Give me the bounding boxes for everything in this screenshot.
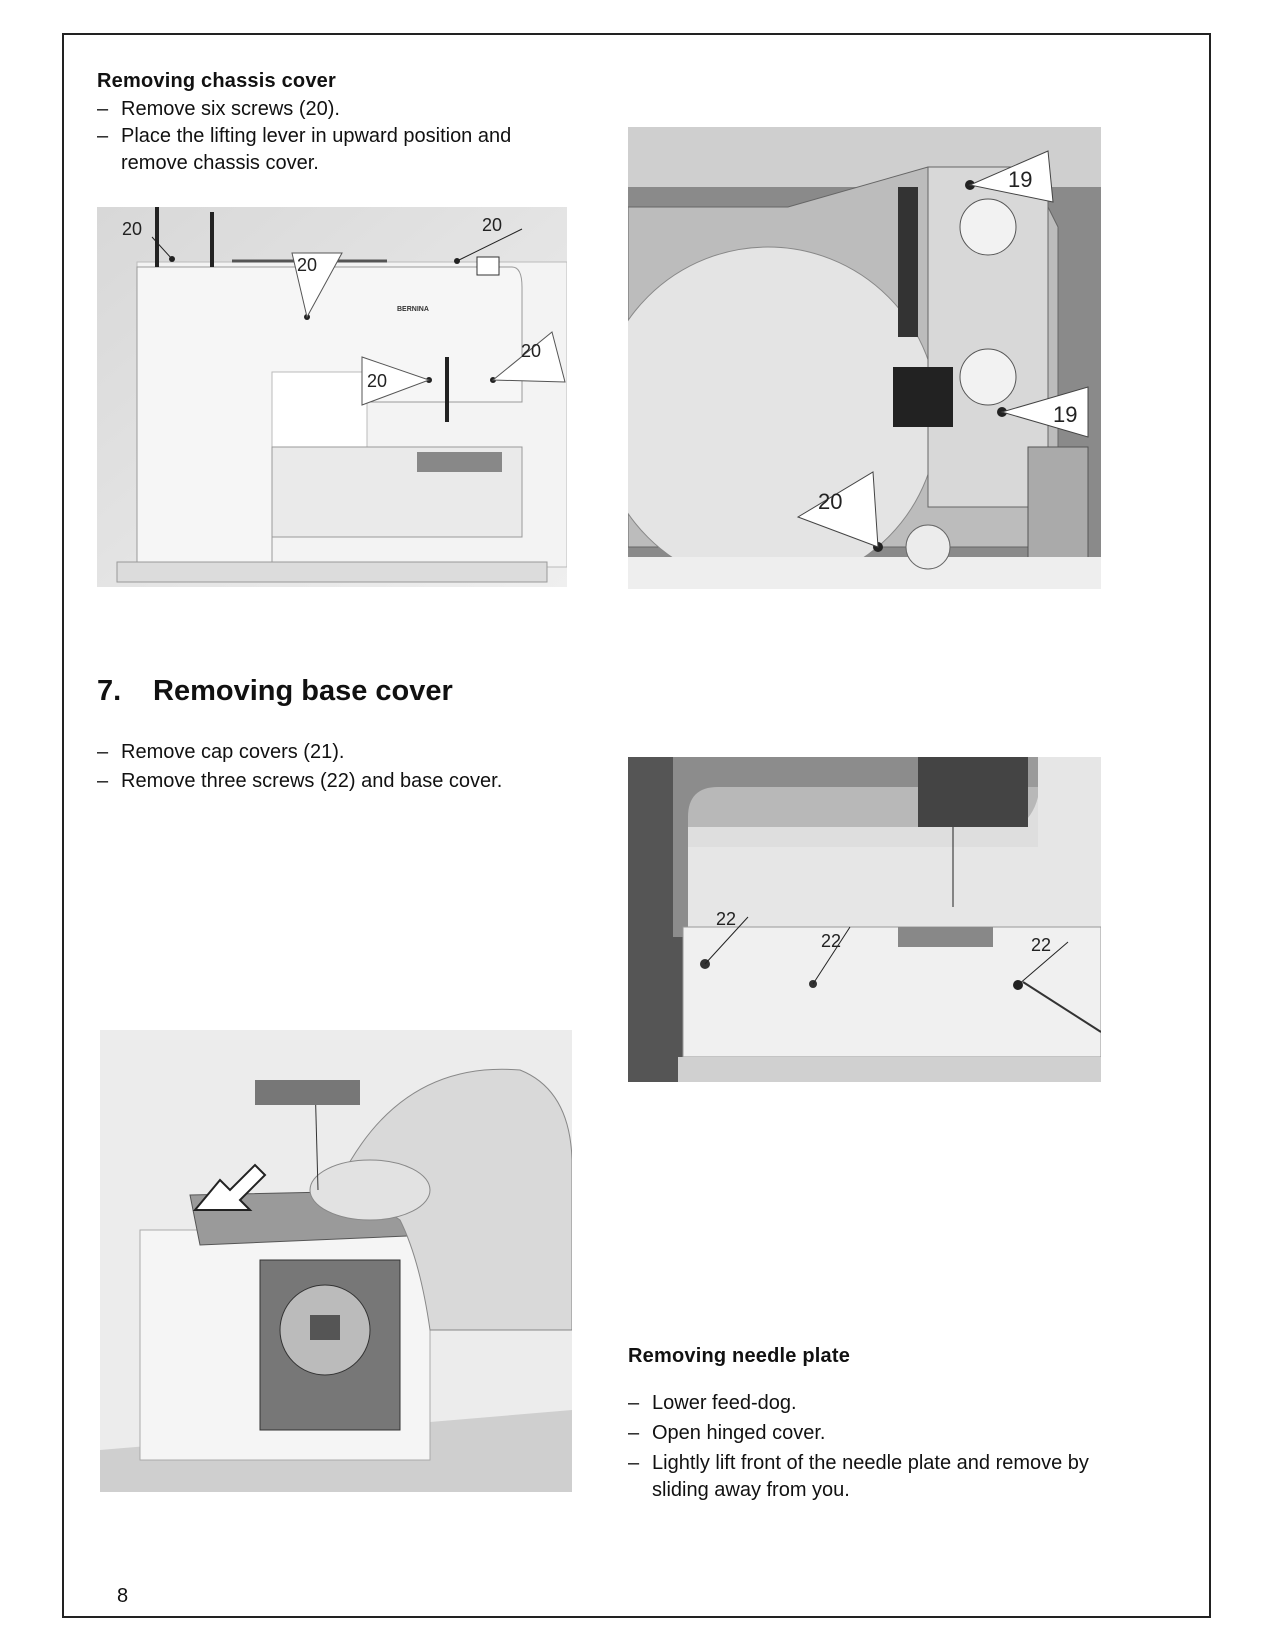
svg-text:22: 22 (1031, 935, 1052, 955)
svg-text:20: 20 (367, 371, 388, 391)
base-step-2: – Remove three screws (22) and base cover. (97, 767, 567, 796)
needle-steps (628, 1390, 1108, 1504)
needle-step-1: – Lower feed-dog. (628, 1390, 1108, 1417)
svg-text:19: 19 (1053, 402, 1078, 427)
page-number: 8 (117, 1585, 129, 1607)
svg-text:20: 20 (521, 341, 542, 361)
base-step-1: – Remove cap covers (21). (97, 738, 567, 767)
chassis-step-1: – Remove six screws (20). (97, 96, 567, 123)
svg-text:20: 20 (482, 215, 503, 235)
photo-base-screws (628, 757, 1101, 1082)
chassis-heading: Removing chassis cover (97, 70, 336, 92)
brand-label: BERNINA (397, 306, 429, 313)
photo-machine-front (97, 207, 567, 587)
chassis-steps (97, 96, 567, 177)
base-steps (97, 738, 567, 796)
svg-text:20: 20 (818, 489, 843, 514)
svg-text:20: 20 (297, 255, 318, 275)
svg-text:20: 20 (122, 219, 143, 239)
svg-text:22: 22 (821, 931, 842, 951)
photo-needle-plate (100, 1030, 572, 1492)
needle-step-2: – Open hinged cover. (628, 1420, 1108, 1447)
svg-text:19: 19 (1008, 167, 1033, 192)
needle-heading: Removing needle plate (628, 1345, 851, 1367)
photo-interior (628, 127, 1101, 589)
section-number: 7. (97, 675, 122, 707)
svg-text:22: 22 (716, 909, 737, 929)
section-title: Removing base cover (153, 675, 453, 707)
needle-step-3: – Lightly lift front of the needle plate and remove by sliding away from you. (628, 1450, 1108, 1504)
base-heading (97, 675, 453, 708)
chassis-step-2: – Place the lifting lever in upward position and remove chassis cover. (97, 123, 567, 177)
